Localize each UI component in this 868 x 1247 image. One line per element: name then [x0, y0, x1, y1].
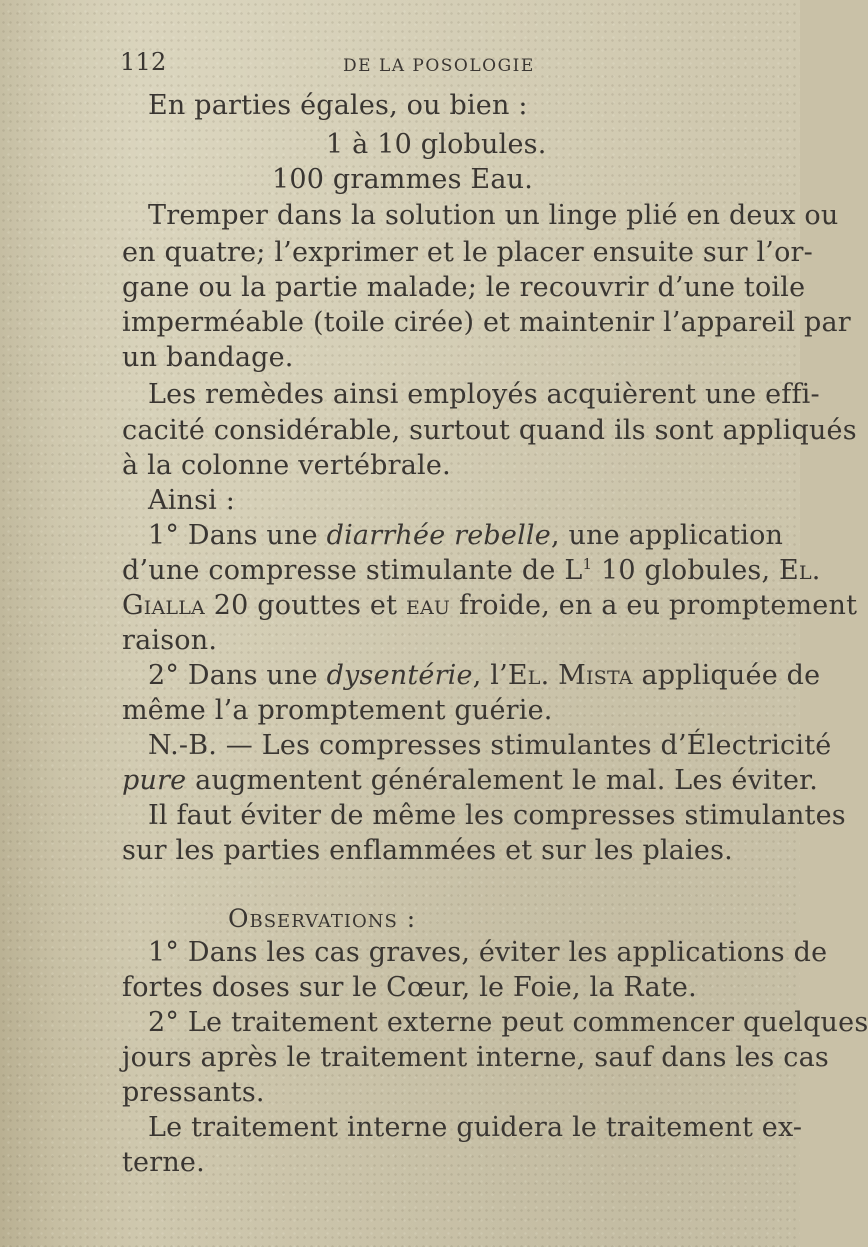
line-11: à la colonne vertébrale. — [122, 450, 451, 481]
line-18: même l’a promptement guérie. — [122, 695, 553, 726]
line-15-a: Gialla — [122, 590, 205, 621]
line-14-sup: 1 — [582, 555, 593, 573]
running-title: DE LA POSOLOGIE — [343, 56, 535, 76]
line-09: Les remèdes ainsi employés acquièrent une effi- — [148, 379, 820, 410]
line-17 — [148, 656, 820, 696]
line-15-d: froide, en a eu promptement — [450, 590, 858, 621]
line-16: raison. — [122, 625, 218, 656]
line-17-b: dysentérie — [326, 660, 473, 691]
line-13-c: , une application — [550, 520, 784, 551]
line-15-c: eau — [405, 590, 451, 621]
line-06: gane ou la partie malade; le recouvrir d’une toile — [122, 272, 806, 303]
line-17-c: , l’ — [472, 660, 508, 691]
line-28: pressants. — [122, 1077, 265, 1108]
line-13 — [148, 516, 783, 556]
line-14 — [122, 551, 821, 591]
line-26: 2° Le traitement externe peut commencer quelques — [148, 1007, 868, 1038]
line-17-e: appliquée de — [632, 660, 821, 691]
line-20-b: augmentent généralement le mal. Les éviter. — [186, 765, 819, 796]
line-02: 1 à 10 globules. — [326, 129, 547, 160]
line-17-a: 2° Dans une — [148, 660, 327, 691]
line-04: Tremper dans la solution un linge plié en deux ou — [148, 200, 839, 231]
line-29: Le traitement interne guidera le traitement ex- — [148, 1112, 803, 1143]
line-01: En parties égales, ou bien : — [148, 90, 528, 121]
line-21: Il faut éviter de même les compresses stimulantes — [148, 800, 846, 831]
line-14-c: El. — [779, 555, 821, 586]
line-15-b: 20 gouttes et — [204, 590, 406, 621]
line-03: 100 grammes Eau. — [272, 164, 534, 195]
line-13-a: 1° Dans une — [148, 520, 318, 551]
line-14-b: 10 globules, — [592, 555, 780, 586]
line-05: en quatre; l’exprimer et le placer ensuite sur l’or- — [122, 237, 813, 268]
line-20 — [122, 761, 818, 801]
line-24: 1° Dans les cas graves, éviter les applications de — [148, 937, 828, 968]
line-25: fortes doses sur le Cœur, le Foie, la Rate. — [122, 972, 697, 1003]
line-20-a: pure — [122, 765, 187, 796]
line-10: cacité considérable, surtout quand ils sont appliqués — [122, 415, 857, 446]
line-17-d: El. Mista — [507, 660, 633, 691]
line-12: Ainsi : — [148, 485, 236, 516]
observations-heading: Observations : — [228, 904, 417, 933]
line-22: sur les parties enflammées et sur les plaies. — [122, 835, 733, 866]
line-08: un bandage. — [122, 342, 294, 373]
line-13-b: diarrhée rebelle — [326, 520, 551, 551]
line-19: N.-B. — Les compresses stimulantes d’Électricité — [148, 730, 832, 761]
line-15 — [122, 586, 857, 626]
line-14-a: d’une compresse stimulante de L — [122, 555, 583, 586]
line-07: imperméable (toile cirée) et maintenir l’appareil par — [122, 307, 851, 338]
page-number: 112 — [120, 48, 167, 76]
line-27: jours après le traitement interne, sauf dans les cas — [122, 1042, 829, 1073]
line-30: terne. — [122, 1147, 205, 1178]
